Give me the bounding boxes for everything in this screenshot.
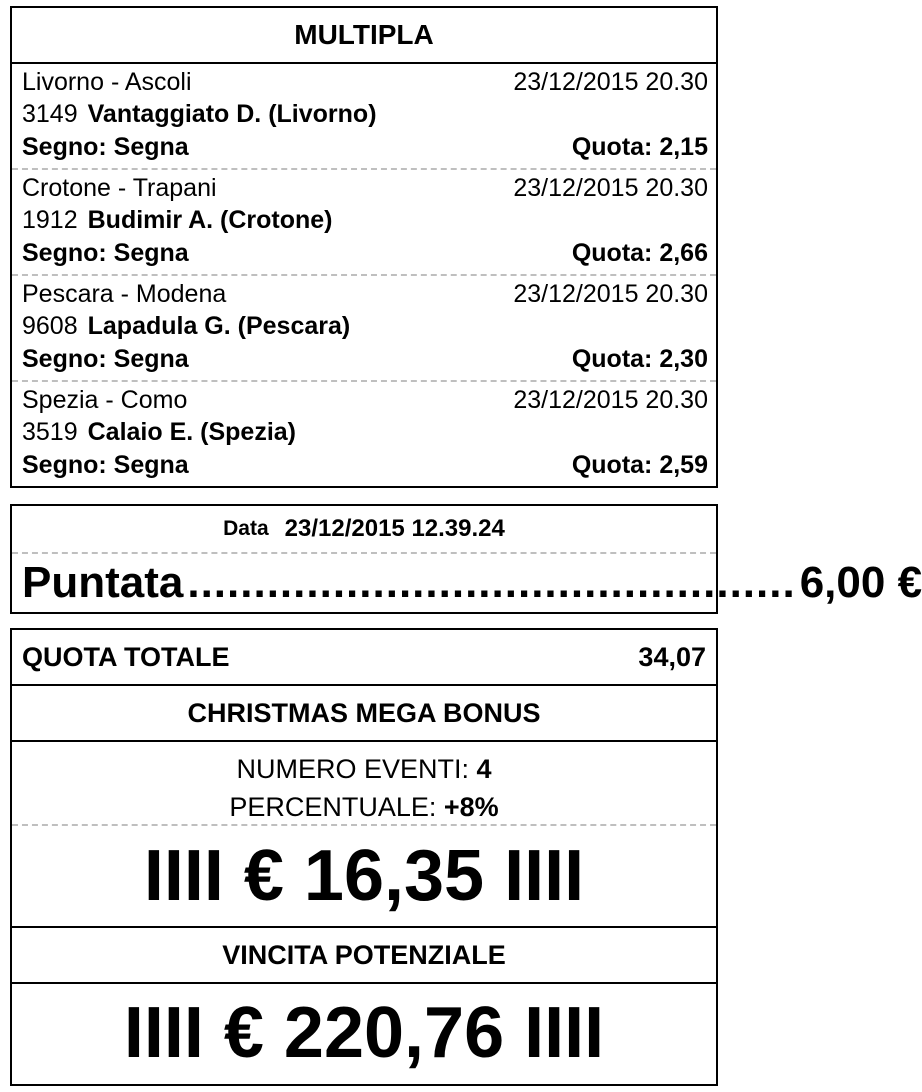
ticket-date-row <box>12 506 716 554</box>
ticket-date-label: Data <box>223 517 269 540</box>
event-player: Budimir A. (Crotone) <box>87 205 333 234</box>
event-item <box>12 170 716 276</box>
multipla-panel <box>10 6 718 488</box>
event-item <box>12 276 716 382</box>
bonus-info <box>12 742 716 826</box>
event-segno: Segno: Segna <box>22 450 189 479</box>
event-datetime: 23/12/2015 20.30 <box>513 385 708 414</box>
event-match: Pescara - Modena <box>22 279 227 308</box>
event-player: Calaio E. (Spezia) <box>87 417 297 446</box>
vincita-label: VINCITA POTENZIALE <box>12 928 716 984</box>
event-quota: Quota: 2,30 <box>571 344 708 373</box>
event-quota: Quota: 2,15 <box>571 132 708 161</box>
event-item <box>12 64 716 170</box>
event-segno: Segno: Segna <box>22 238 189 267</box>
event-quota: Quota: 2,59 <box>571 450 708 479</box>
puntata-dots: .............................................. <box>187 558 796 607</box>
event-code: 9608 <box>22 311 78 340</box>
event-player: Vantaggiato D. (Livorno) <box>87 99 377 128</box>
multipla-title: MULTIPLA <box>12 8 716 64</box>
percentuale-value: +8% <box>443 792 499 822</box>
event-datetime: 23/12/2015 20.30 <box>513 173 708 202</box>
puntata-value: 6,00 € <box>799 558 922 607</box>
event-match: Livorno - Ascoli <box>22 67 192 96</box>
numero-eventi-label: NUMERO EVENTI: <box>236 754 469 784</box>
event-item <box>12 382 716 488</box>
event-code: 3519 <box>22 417 78 446</box>
event-match: Crotone - Trapani <box>22 173 217 202</box>
event-match: Spezia - Como <box>22 385 188 414</box>
bonus-amount: IIII € 16,35 IIII <box>12 826 716 928</box>
percentuale-label: PERCENTUALE: <box>229 792 437 822</box>
event-quota: Quota: 2,66 <box>571 238 708 267</box>
puntata-label: Puntata <box>22 558 184 607</box>
event-segno: Segno: Segna <box>22 344 189 373</box>
event-datetime: 23/12/2015 20.30 <box>513 279 708 308</box>
puntata-row <box>12 554 922 612</box>
vincita-amount: IIII € 220,76 IIII <box>123 993 605 1073</box>
event-code: 1912 <box>22 205 78 234</box>
totals-panel <box>10 628 718 1086</box>
event-datetime: 23/12/2015 20.30 <box>513 67 708 96</box>
event-code: 3149 <box>22 99 78 128</box>
ticket-date-value: 23/12/2015 12.39.24 <box>284 515 505 542</box>
event-player: Lapadula G. (Pescara) <box>87 311 351 340</box>
event-segno: Segno: Segna <box>22 132 189 161</box>
bonus-title: CHRISTMAS MEGA BONUS <box>12 686 716 742</box>
quota-totale-value: 34,07 <box>638 641 706 672</box>
numero-eventi-value: 4 <box>476 754 492 784</box>
ticket-panel <box>10 504 922 614</box>
quota-totale-row <box>12 630 716 686</box>
quota-totale-label: QUOTA TOTALE <box>22 641 230 672</box>
